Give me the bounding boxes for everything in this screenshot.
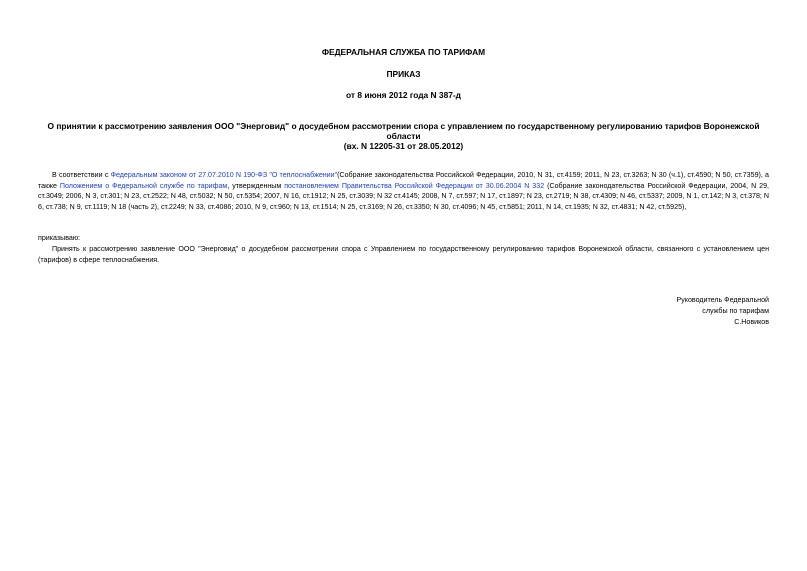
signature-position-line-1: Руководитель Федеральной	[676, 296, 769, 304]
link-fst-regulation[interactable]: Положением о Федеральной службе по тарифам	[59, 181, 228, 190]
preamble-text-2: (Собрание законодательства Российской Федерации, 2010, N 31, ст.4159; 2011, N 23, ст.3263; N 30 (ч.1), ст.4590; N 50, ст.7359), а также	[38, 171, 769, 190]
preamble-text-3: , утвержденным	[227, 181, 285, 190]
link-government-decree[interactable]: постановлением Правительства Российской Федерации от 30.06.2004 N 332	[284, 181, 545, 190]
title-line-2: (вх. N 12205-31 от 28.05.2012)	[343, 141, 464, 151]
order-item	[38, 244, 769, 265]
order-item-text: Принять к рассмотрению заявление ООО "Энерговид" о досудебном рассмотрении спора с Управлением по государственному регулированию тарифов Воронежской области, связанного с установлением цен (тарифов) в сфере теплоснабжения.	[38, 245, 769, 264]
preamble-text-1: В соответствии с	[52, 171, 111, 179]
order-verb: приказываю:	[38, 234, 81, 242]
signature-name: С.Новиков	[734, 318, 769, 326]
link-heat-supply-law[interactable]: Федеральным законом от 27.07.2010 N 190-ФЗ "О теплоснабжении"	[110, 171, 338, 179]
preamble-paragraph	[38, 170, 769, 212]
title-line-1: О принятии к рассмотрению заявления ООО "Энерговид" о досудебном рассмотрении спора с управлением по государственному регулированию тарифов Воронежской области	[47, 121, 760, 141]
preamble-text-4: (Собрание законодательства Российской Федерации, 2004, N 29, ст.3049; 2006, N 3, ст.301; N 23, ст.2522; N 48, ст.5032; N 50, ст.5354; 2007, N 16, ст.1912; N 25, ст.3039; N 32 ст.4145; 2008, N 7, ст.597; N 17, ст.1897; N 23, ст.2719; N 38, ст.4309; N 46, ст.5337; 2009, N 1, ст.142; N 3, ст.378; N 6, ст.738; N 9, ст.1119; N 18 (часть 2), ст.2249; N 33, ст.4086; 2010, N 9, ст.960; N 13, ст.1514; N 25, ст.3169; N 26, ст.3350; N 30, ст.4096; N 45, ст.5851; 2011, N 14, ст.1935; N 32, ст.4831; N 42, ст.5925),	[38, 181, 770, 211]
agency-name: ФЕДЕРАЛЬНАЯ СЛУЖБА ПО ТАРИФАМ	[321, 47, 486, 57]
signature-position-line-2: службы по тарифам	[702, 307, 769, 315]
document-title	[38, 121, 769, 151]
document-type: ПРИКАЗ	[386, 69, 421, 79]
document-date-number: от 8 июня 2012 года N 387-д	[346, 90, 461, 100]
